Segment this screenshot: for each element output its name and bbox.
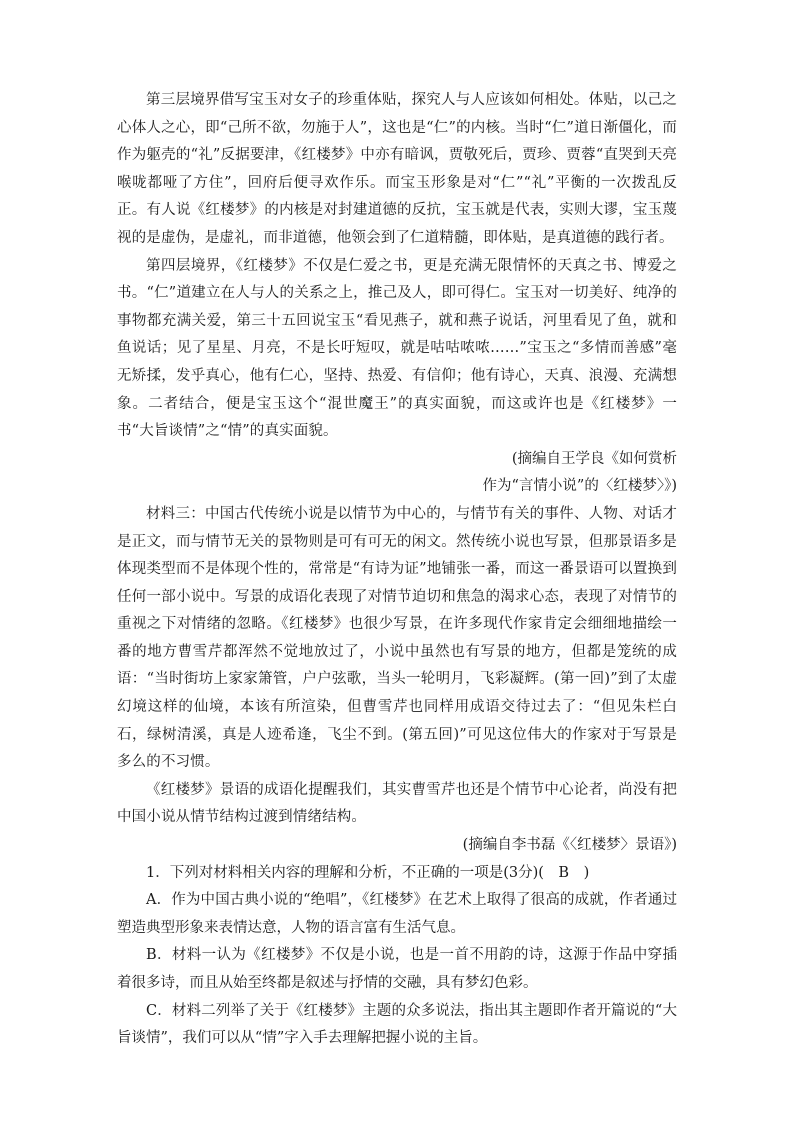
document-content [117,87,677,1053]
question-option-c: C．材料二列举了关于《红楼梦》主题的众多说法，指出其主题即作者开篇说的“大旨谈情”，我们可以从“情”字入手去理解把握小说的主旨。 [117,1002,677,1047]
source-citation-2: (摘编自李书磊《〈红楼梦〉景语》) [462,837,677,854]
paragraph-fourth-realm: 第四层境界，《红楼梦》不仅是仁爱之书，更是充满无限情怀的天真之书、博爱之书。“仁”道建立在人与人的关系之上，推己及人，即可得仁。宝玉对一切美好、纯净的事物都充满关爱，第三十五回说宝玉“看见燕子，就和燕子说话，河里看见了鱼，就和鱼说话；见了星星、月亮，不是长吁短叹，就是咕咕哝哝……”宝玉之“多情而善感”毫无矫揉，发乎真心，他有仁心，坚持、热爱、有信仰；他有诗心，天真、浪漫、充满想象。二者结合，便是宝玉这个“混世魔王”的真实面貌，而这或许也是《红楼梦》一书“大旨谈情”之“情”的真实面貌。 [117,257,677,440]
paragraph-third-realm: 第三层境界借写宝玉对女子的珍重体贴，探究人与人应该如何相处。体贴，以己之心体人之心，即“己所不欲，勿施于人”，这也是“仁”的内核。当时“仁”道日渐僵化，而作为躯壳的“礼”反据要津，《红楼梦》中亦有暗讽，贾敬死后，贾珍、贾蓉“直哭到天亮喉咙都哑了方住”，回府后便寻欢作乐。而宝玉形象是对“仁”“礼”平衡的一次拨乱反正。有人说《红楼梦》的内核是对封建道德的反抗，宝玉就是代表，实则大谬，宝玉蔑视的是虚伪，是虚礼，而非道德，他领会到了仁道精髓，即体贴，是真道德的践行者。 [117,92,677,246]
question-stem: 1．下列对材料相关内容的理解和分析，不正确的一项是(3分)( B ) [146,864,590,881]
source-citation-line-2: 作为“言情小说”的〈红楼梦〉》) [482,478,677,495]
question-option-b: B．材料一认为《红楼梦》不仅是小说，也是一首不用韵的诗，这源于作品中穿插着很多诗，而且从始至终都是叙述与抒情的交融，具有梦幻色彩。 [117,947,677,991]
source-citation-line-1: (摘编自王学良《如何赏析 [511,450,677,467]
question-option-a: A．作为中国古典小说的“绝唱”，《红楼梦》在艺术上取得了很高的成就，作者通过塑造典型形象来表情达意，人物的语言富有生活气息。 [117,892,677,936]
paragraph-material-three: 材料三：中国古代传统小说是以情节为中心的，与情节有关的事件、人物、对话才是正文，而与情节无关的景物则是可有可无的闲文。然传统小说也写景，但那景语多是体现类型而不是体现个性的，常常是“有诗为证”地铺张一番，而这一番景语可以置换到任何一部小说中。写景的成语化表现了对情节迫切和焦急的渴求心态，表现了对情节的重视之下对情绪的忽略。《红楼梦》也很少写景，在许多现代作家肯定会细细地描绘一番的地方曹雪芹都浑然不觉地放过了，小说中虽然也有写景的地方，但都是笼统的成语：“当时街坊上家家箫管，户户弦歌，当头一轮明月，飞彩凝辉。(第一回)”到了太虚幻境这样的仙境，本该有所渲染，但曹雪芹也同样用成语交待过去了：“但见朱栏白石，绿树清溪，真是人迹希逢，飞尘不到。(第五回)”可见这位伟大的作家对于写景是多么的不习惯。 [117,505,677,771]
paragraph-material-three-conclusion: 《红楼梦》景语的成语化提醒我们，其实曹雪芹也还是个情节中心论者，尚没有把中国小说从情节结构过渡到情绪结构。 [117,781,677,826]
